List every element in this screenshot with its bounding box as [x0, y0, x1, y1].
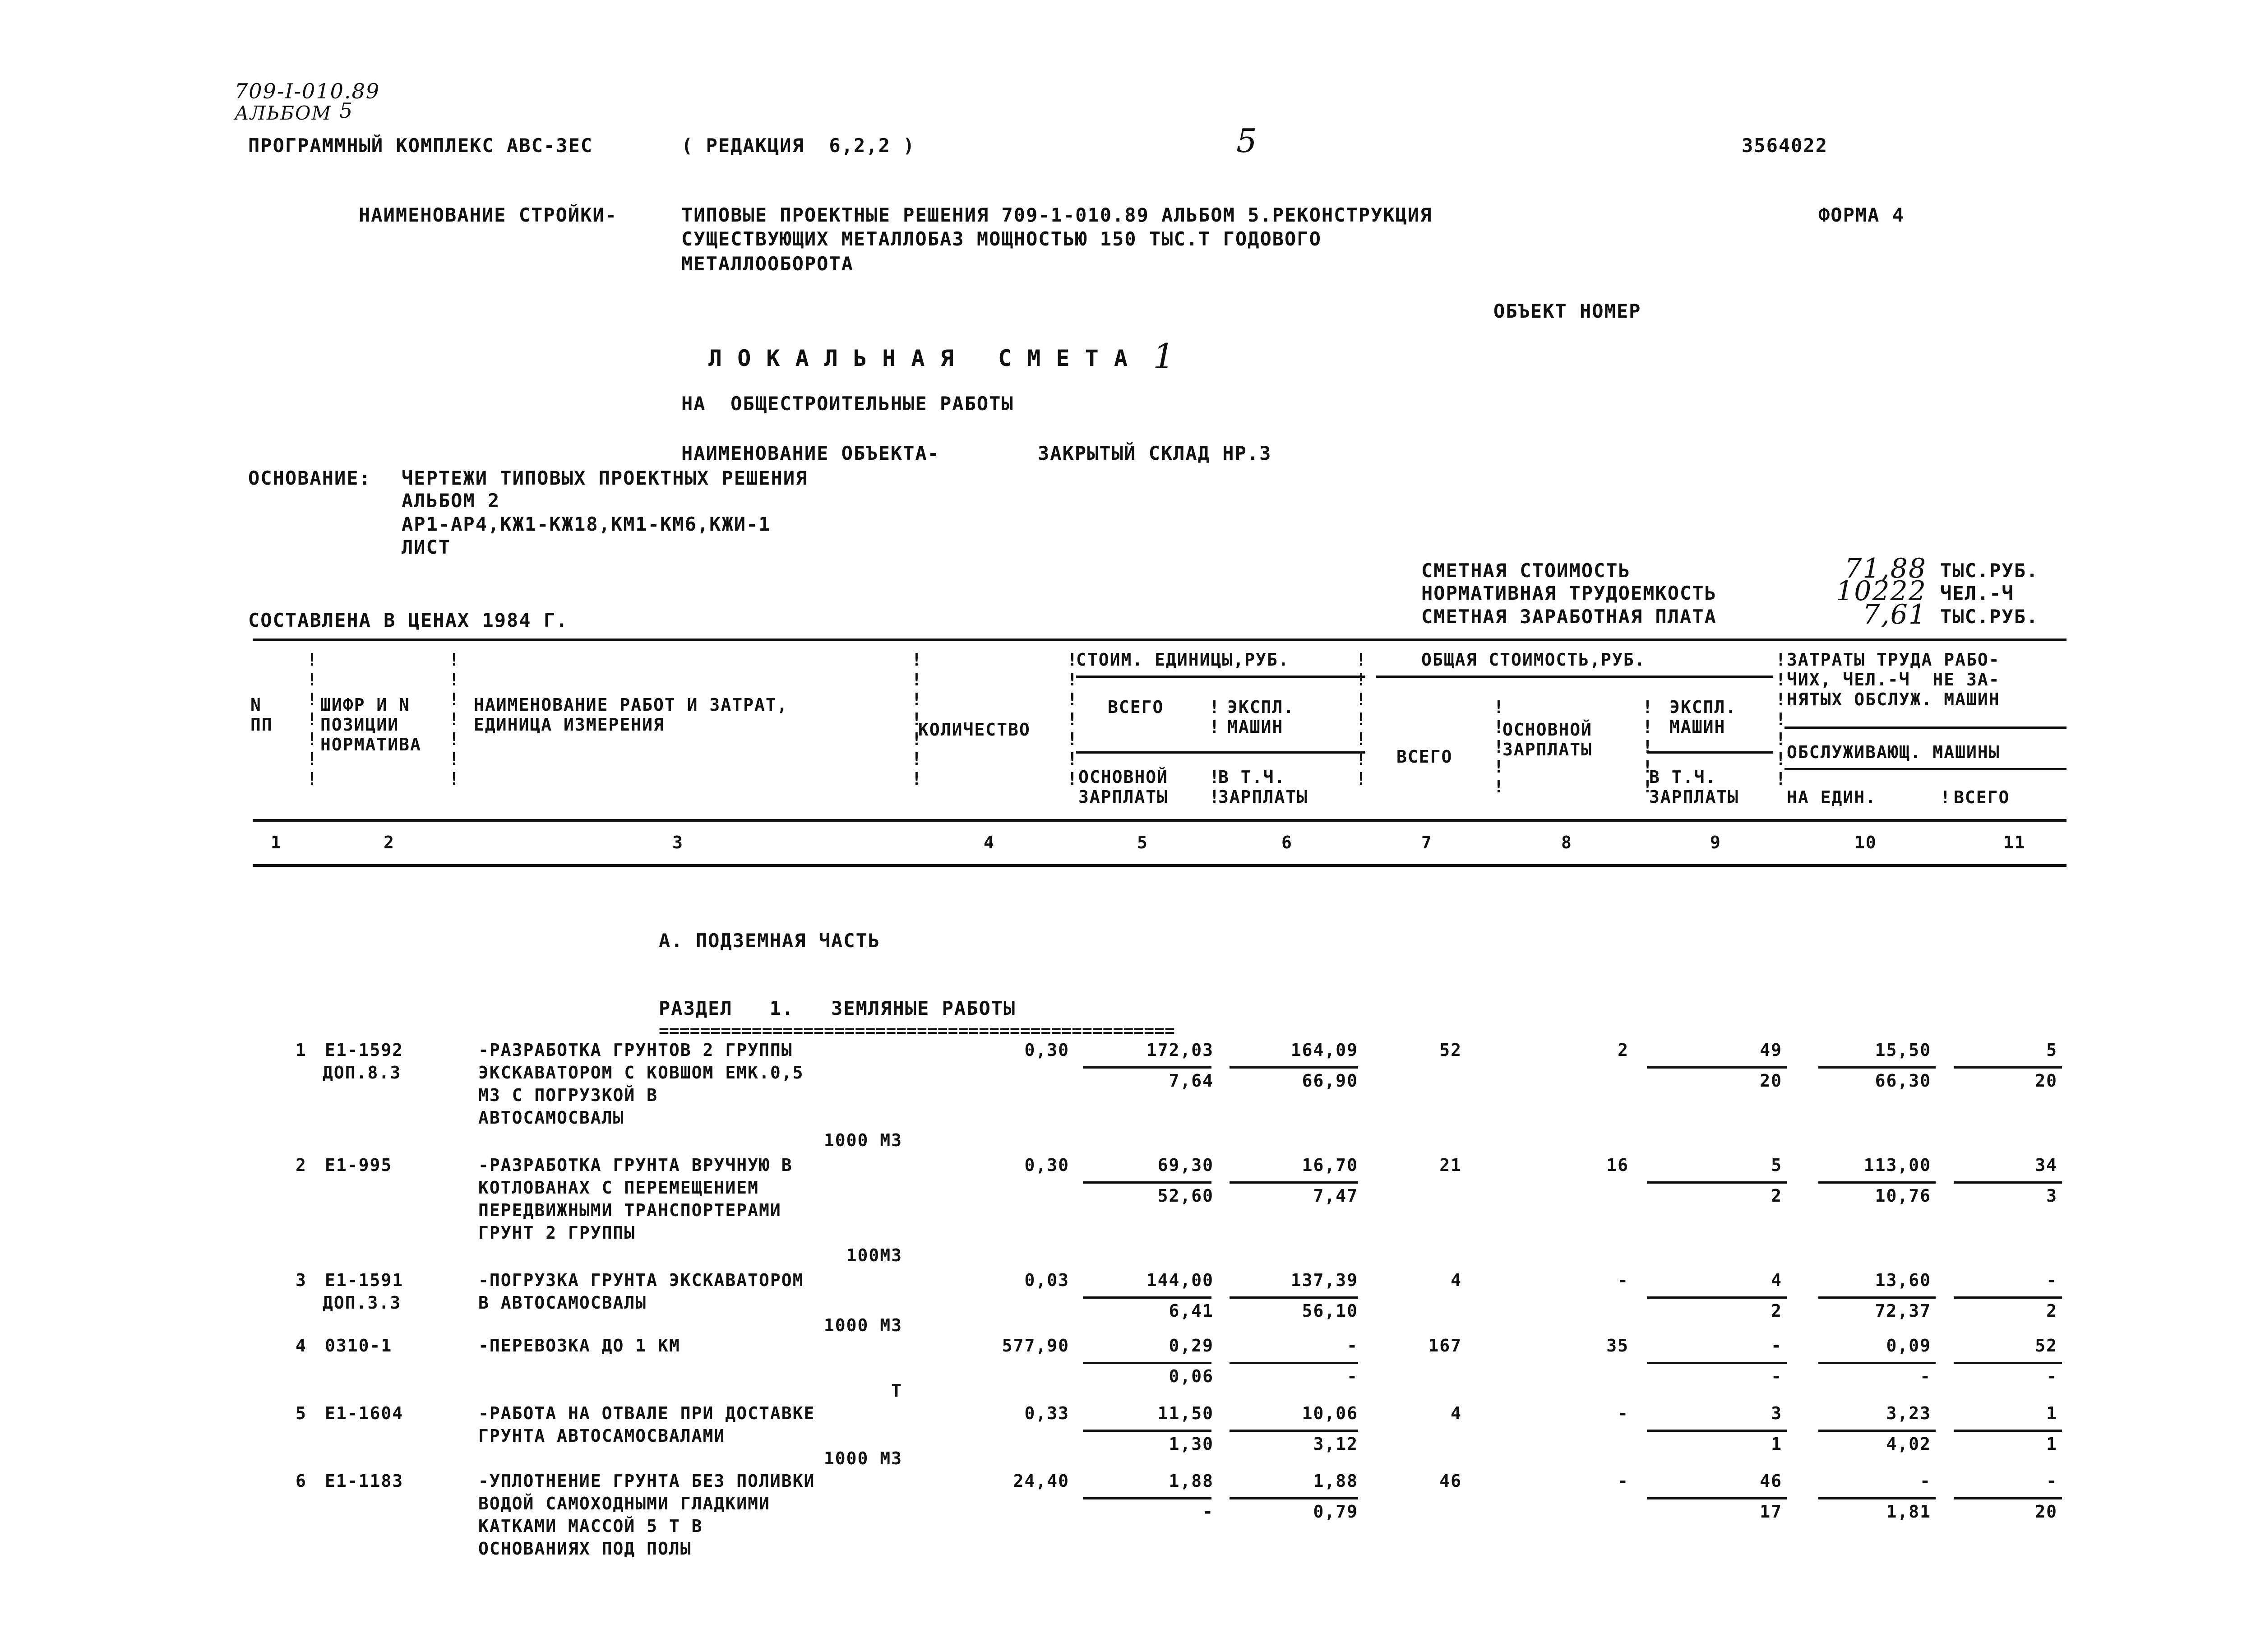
cell-divider [1954, 1066, 2062, 1069]
row-labor-total: 52 [2035, 1336, 2057, 1356]
cell-divider [1083, 1066, 1211, 1069]
row-unit-base-salary: 7,64 [1169, 1071, 1214, 1091]
row-unit: 1000 М3 [823, 1130, 902, 1150]
row-description-line: ОСНОВАНИЯХ ПОД ПОЛЫ [478, 1539, 692, 1559]
section-part: А. ПОДЗЕМНАЯ ЧАСТЬ [659, 930, 881, 952]
row-overall-incl-salary: 20 [1760, 1071, 1782, 1091]
col-header-unit-cost: СТОИМ. ЕДИНИЦЫ,РУБ. [1076, 650, 1290, 670]
col-header-10: НА ЕДИН. [1787, 787, 1877, 807]
col-header-6b: В Т.Ч. ЗАРПЛАТЫ [1218, 767, 1308, 807]
program-name: ПРОГРАММНЫЙ КОМПЛЕКС АВС-3ЕС [248, 134, 593, 157]
row-labor-per-unit: 15,50 [1875, 1040, 1931, 1060]
section-title: РАЗДЕЛ 1. ЗЕМЛЯНЫЕ РАБОТЫ [659, 997, 1016, 1019]
cell-divider [1954, 1181, 2062, 1184]
row-overall-equip: 46 [1760, 1471, 1782, 1491]
row-quantity: 0,30 [1024, 1040, 1069, 1060]
basis-label: ОСНОВАНИЕ: [248, 467, 371, 489]
row-unit-cost-total: 0,29 [1169, 1336, 1214, 1356]
row-quantity: 577,90 [1002, 1336, 1069, 1356]
row-unit: Т [891, 1381, 902, 1401]
row-unit-cost-total: 69,30 [1157, 1155, 1214, 1175]
summary-salary-label: СМЕТНАЯ ЗАРАБОТНАЯ ПЛАТА [1421, 606, 1717, 628]
row-labor-per-unit: 0,09 [1886, 1336, 1931, 1356]
cell-divider [1818, 1362, 1936, 1364]
edition: ( РЕДАКЦИЯ 6,2,2 ) [681, 134, 915, 157]
cell-divider [1647, 1181, 1787, 1184]
row-unit-cost-equip: 137,39 [1290, 1270, 1358, 1290]
row-overall-base-salary: 35 [1606, 1336, 1629, 1356]
col-header-overall: ОБЩАЯ СТОИМОСТЬ,РУБ. [1421, 650, 1646, 670]
row-unit-incl-salary: 0,79 [1313, 1502, 1358, 1522]
cell-divider [1230, 1362, 1358, 1364]
row-overall-total: 21 [1439, 1155, 1462, 1175]
row-overall-incl-salary: - [1771, 1366, 1782, 1386]
col-header-9b: В Т.Ч. ЗАРПЛАТЫ [1649, 767, 1739, 807]
row-overall-equip: 5 [1771, 1155, 1782, 1175]
header-mid-rule [253, 819, 2066, 822]
row-overall-equip: 3 [1771, 1403, 1782, 1423]
construction-name-line1: ТИПОВЫЕ ПРОЕКТНЫЕ РЕШЕНИЯ 709-1-010.89 АЛЬБОМ 5.РЕКОНСТРУКЦИЯ [681, 204, 1433, 226]
cell-divider [1230, 1296, 1358, 1299]
row-labor-service-total: 1 [2046, 1434, 2057, 1454]
cell-divider [1083, 1296, 1211, 1299]
cell-divider [1954, 1497, 2062, 1499]
cell-divider [1647, 1430, 1787, 1432]
row-overall-base-salary: - [1618, 1270, 1629, 1290]
cell-divider [1230, 1430, 1358, 1432]
estimate-title: Л О К А Л Ь Н А Я С М Е Т А [708, 345, 1128, 371]
cell-divider [1083, 1362, 1211, 1364]
column-number-1: 1 [271, 833, 282, 852]
row-overall-equip: - [1771, 1336, 1782, 1356]
row-overall-total: 4 [1451, 1270, 1462, 1290]
row-labor-per-unit: - [1920, 1471, 1931, 1491]
row-number: 6 [296, 1471, 307, 1491]
row-quantity: 0,33 [1024, 1403, 1069, 1423]
cell-divider [1954, 1430, 2062, 1432]
row-labor-service-total: 20 [2035, 1071, 2057, 1091]
doc-code: 709-I-010.89 [235, 79, 380, 103]
summary-salary-unit: ТЫС.РУБ. [1940, 606, 2039, 628]
row-overall-base-salary: 2 [1618, 1040, 1629, 1060]
row-labor-service-total: 2 [2046, 1301, 2057, 1321]
row-labor-total: 34 [2035, 1155, 2057, 1175]
row-overall-equip: 4 [1771, 1270, 1782, 1290]
summary-cost-label: СМЕТНАЯ СТОИМОСТЬ [1421, 560, 1631, 582]
section-underline: ================================================== [659, 1021, 1175, 1041]
col-header-11: ВСЕГО [1954, 787, 2010, 807]
cell-divider [1230, 1181, 1358, 1184]
row-labor-total: 5 [2046, 1040, 2057, 1060]
row-overall-base-salary: - [1618, 1403, 1629, 1423]
object-label: НАИМЕНОВАНИЕ ОБЪЕКТА- [681, 442, 940, 464]
row-quantity: 0,30 [1024, 1155, 1069, 1175]
row-description-line: ПЕРЕДВИЖНЫМИ ТРАНСПОРТЕРАМИ [478, 1200, 781, 1220]
cell-divider [1230, 1066, 1358, 1069]
col-header-9a: ЭКСПЛ. МАШИН [1669, 697, 1737, 737]
row-number: 4 [296, 1336, 307, 1356]
column-number-10: 10 [1854, 833, 1877, 852]
row-unit-base-salary: 0,06 [1169, 1366, 1214, 1386]
row-unit-cost-equip: - [1347, 1336, 1358, 1356]
object-number-label: ОБЪЕКТ НОМЕР [1493, 300, 1641, 322]
row-quantity: 0,03 [1024, 1270, 1069, 1290]
row-unit-base-salary: 52,60 [1157, 1186, 1214, 1206]
cell-divider [1083, 1181, 1211, 1184]
column-number-5: 5 [1137, 833, 1148, 852]
row-unit-incl-salary: - [1347, 1366, 1358, 1386]
row-description-line: АВТОСАМОСВАЛЫ [478, 1108, 624, 1128]
compiled-prices: СОСТАВЛЕНА В ЦЕНАХ 1984 Г. [248, 609, 569, 631]
row-unit-cost-total: 1,88 [1169, 1471, 1214, 1491]
works-type: НА ОБЩЕСТРОИТЕЛЬНЫЕ РАБОТЫ [681, 393, 1014, 415]
row-description-line: -УПЛОТНЕНИЕ ГРУНТА БЕЗ ПОЛИВКИ [478, 1471, 815, 1491]
row-number: 3 [296, 1270, 307, 1290]
cell-divider [1954, 1362, 2062, 1364]
row-description-line: ВОДОЙ САМОХОДНЫМИ ГЛАДКИМИ [478, 1494, 770, 1513]
object-name: ЗАКРЫТЫЙ СКЛАД НР.3 [1038, 442, 1272, 464]
cell-divider [1647, 1296, 1787, 1299]
row-overall-total: 4 [1451, 1403, 1462, 1423]
row-overall-base-salary: 16 [1606, 1155, 1629, 1175]
row-unit-cost-total: 144,00 [1146, 1270, 1214, 1290]
construction-label: НАИМЕНОВАНИЕ СТРОЙКИ- [359, 204, 618, 226]
column-number-2: 2 [384, 833, 395, 852]
album-label: АЛЬБОМ [235, 102, 332, 124]
row-description-line: -РАЗРАБОТКА ГРУНТОВ 2 ГРУППЫ [478, 1040, 793, 1060]
row-code: Е1-1591 [325, 1270, 404, 1290]
row-description-line: ГРУНТ 2 ГРУППЫ [478, 1223, 636, 1243]
row-unit-incl-salary: 3,12 [1313, 1434, 1358, 1454]
cell-divider [1818, 1066, 1936, 1069]
summary-labor-value: 10222 [1836, 575, 1927, 607]
row-description-line: ЭКСКАВАТОРОМ С КОВШОМ ЕМК.0,5 [478, 1063, 804, 1083]
column-number-8: 8 [1561, 833, 1572, 852]
construction-name-line2: СУЩЕСТВУЮЩИХ МЕТАЛЛОБАЗ МОЩНОСТЬЮ 150 ТЫС.Т ГОДОВОГО [681, 228, 1322, 250]
row-overall-incl-salary: 2 [1771, 1186, 1782, 1206]
row-description-line: -ПОГРУЗКА ГРУНТА ЭКСКАВАТОРОМ [478, 1270, 804, 1290]
row-description-line: В АВТОСАМОСВАЛЫ [478, 1293, 647, 1313]
row-code: Е1-1183 [325, 1471, 404, 1491]
row-unit-cost-equip: 10,06 [1302, 1403, 1358, 1423]
row-unit-incl-salary: 66,90 [1302, 1071, 1358, 1091]
row-labor-service-total: 20 [2035, 1502, 2057, 1522]
row-unit: 1000 М3 [823, 1315, 902, 1335]
row-overall-total: 46 [1439, 1471, 1462, 1491]
basis-line3: АР1-АР4,КЖ1-КЖ18,КМ1-КМ6,КЖИ-1 [402, 513, 771, 535]
row-description-line: ГРУНТА АВТОСАМОСВАЛАМИ [478, 1426, 726, 1446]
cell-divider [1230, 1497, 1358, 1499]
row-labor-total: 1 [2046, 1403, 2057, 1423]
row-unit: 100М3 [846, 1245, 902, 1265]
cell-divider [1954, 1296, 2062, 1299]
col-header-4: КОЛИЧЕСТВО [918, 720, 1031, 740]
header-top-rule [253, 639, 2066, 641]
row-overall-base-salary: - [1618, 1471, 1629, 1491]
row-quantity: 24,40 [1013, 1471, 1069, 1491]
row-code-extra: ДОП.8.3 [323, 1063, 402, 1083]
row-labor-total: - [2046, 1270, 2057, 1290]
cell-divider [1647, 1066, 1787, 1069]
row-labor-service-per-unit: 66,30 [1875, 1071, 1931, 1091]
row-description-line: -ПЕРЕВОЗКА ДО 1 КМ [478, 1336, 680, 1356]
row-unit-cost-total: 11,50 [1157, 1403, 1214, 1423]
cell-divider [1818, 1430, 1936, 1432]
row-code-extra: ДОП.3.3 [323, 1293, 402, 1313]
row-overall-incl-salary: 1 [1771, 1434, 1782, 1454]
row-labor-per-unit: 113,00 [1863, 1155, 1931, 1175]
col-header-5a: ВСЕГО [1108, 697, 1164, 717]
cell-divider [1818, 1497, 1936, 1499]
row-description-line: КОТЛОВАНАХ С ПЕРЕМЕЩЕНИЕМ [478, 1178, 759, 1198]
page-number: 5 [1236, 122, 1258, 160]
row-labor-service-total: 3 [2046, 1186, 2057, 1206]
column-number-11: 11 [2003, 833, 2026, 852]
column-number-7: 7 [1421, 833, 1433, 852]
col-header-6a: ЭКСПЛ. МАШИН [1227, 697, 1295, 737]
cell-divider [1818, 1181, 1936, 1184]
col-header-8: ОСНОВНОЙ ЗАРПЛАТЫ [1502, 720, 1593, 759]
col-header-labor: ЗАТРАТЫ ТРУДА РАБО- ЧИХ, ЧЕЛ.-Ч НЕ ЗА- НЯТЫХ ОБСЛУЖ. МАШИН [1787, 650, 2000, 709]
row-overall-total: 52 [1439, 1040, 1462, 1060]
row-labor-service-per-unit: 1,81 [1886, 1502, 1931, 1522]
row-code: Е1-995 [325, 1155, 393, 1175]
column-number-9: 9 [1710, 833, 1721, 852]
row-unit-base-salary: 1,30 [1169, 1434, 1214, 1454]
row-unit-incl-salary: 56,10 [1302, 1301, 1358, 1321]
col-header-3: НАИМЕНОВАНИЕ РАБОТ И ЗАТРАТ, ЕДИНИЦА ИЗМЕРЕНИЯ [474, 695, 788, 735]
row-unit-cost-total: 172,03 [1146, 1040, 1214, 1060]
row-unit-cost-equip: 164,09 [1290, 1040, 1358, 1060]
col-header-1: N ПП [250, 695, 273, 735]
cell-divider [1083, 1497, 1211, 1499]
column-number-6: 6 [1281, 833, 1293, 852]
column-number-4: 4 [984, 833, 995, 852]
row-number: 1 [296, 1040, 307, 1060]
row-labor-service-total: - [2046, 1366, 2057, 1386]
summary-cost-value: 71,88 [1845, 553, 1927, 584]
row-description-line: -РАЗРАБОТКА ГРУНТА ВРУЧНУЮ В [478, 1155, 793, 1175]
row-labor-service-per-unit: - [1920, 1366, 1931, 1386]
col-header-2: ШИФР И N ПОЗИЦИИ НОРМАТИВА [320, 695, 421, 754]
basis-line2: АЛЬБОМ 2 [402, 490, 500, 512]
form-label: ФОРМА 4 [1818, 204, 1905, 226]
column-number-3: 3 [672, 833, 684, 852]
row-overall-incl-salary: 17 [1760, 1502, 1782, 1522]
row-unit: 1000 М3 [823, 1448, 902, 1468]
cell-divider [1818, 1296, 1936, 1299]
cell-divider [1647, 1497, 1787, 1499]
row-unit-cost-equip: 16,70 [1302, 1155, 1358, 1175]
row-code: Е1-1604 [325, 1403, 404, 1423]
row-labor-service-per-unit: 72,37 [1875, 1301, 1931, 1321]
row-labor-total: - [2046, 1471, 2057, 1491]
col-header-labor-service: ОБСЛУЖИВАЮЩ. МАШИНЫ [1787, 742, 2000, 762]
summary-salary-value: 7,61 [1863, 599, 1927, 630]
row-labor-per-unit: 3,23 [1886, 1403, 1931, 1423]
row-unit-base-salary: 6,41 [1169, 1301, 1214, 1321]
summary-cost-unit: ТЫС.РУБ. [1940, 560, 2039, 582]
construction-name-line3: МЕТАЛЛООБОРОТА [681, 253, 854, 275]
row-number: 2 [296, 1155, 307, 1175]
row-overall-equip: 49 [1760, 1040, 1782, 1060]
row-description-line: -РАБОТА НА ОТВАЛЕ ПРИ ДОСТАВКЕ [478, 1403, 815, 1423]
row-code: Е1-1592 [325, 1040, 404, 1060]
row-labor-service-per-unit: 4,02 [1886, 1434, 1931, 1454]
row-overall-incl-salary: 2 [1771, 1301, 1782, 1321]
col-header-5b: ОСНОВНОЙ ЗАРПЛАТЫ [1078, 767, 1169, 807]
album-number: 5 [339, 98, 354, 123]
row-code: 0310-1 [325, 1336, 393, 1356]
row-unit-base-salary: - [1202, 1502, 1214, 1522]
basis-line1: ЧЕРТЕЖИ ТИПОВЫХ ПРОЕКТНЫХ РЕШЕНИЯ [402, 467, 808, 489]
row-unit-incl-salary: 7,47 [1313, 1186, 1358, 1206]
row-labor-service-per-unit: 10,76 [1875, 1186, 1931, 1206]
doc-id-code: 3564022 [1742, 134, 1828, 157]
summary-labor-label: НОРМАТИВНАЯ ТРУДОЕМКОСТЬ [1421, 582, 1717, 604]
row-description-line: М3 С ПОГРУЗКОЙ В [478, 1085, 658, 1105]
header-bottom-rule [253, 864, 2066, 867]
cell-divider [1083, 1430, 1211, 1432]
row-overall-total: 167 [1428, 1336, 1462, 1356]
row-number: 5 [296, 1403, 307, 1423]
summary-labor-unit: ЧЕЛ.-Ч [1940, 582, 2014, 604]
row-description-line: КАТКАМИ МАССОЙ 5 Т В [478, 1516, 703, 1536]
row-labor-per-unit: 13,60 [1875, 1270, 1931, 1290]
col-header-7: ВСЕГО [1396, 747, 1453, 767]
basis-line4: ЛИСТ [402, 536, 451, 558]
cell-divider [1647, 1362, 1787, 1364]
estimate-number: 1 [1153, 336, 1176, 376]
row-unit-cost-equip: 1,88 [1313, 1471, 1358, 1491]
